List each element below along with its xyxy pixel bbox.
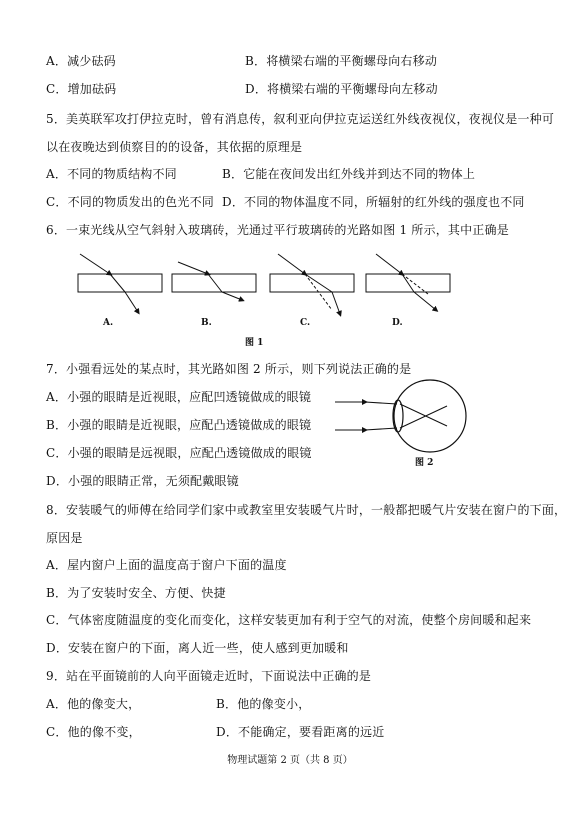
q6-stem: 6．一束光线从空气斜射入玻璃砖，光通过平行玻璃砖的光路如图 1 所示，其中正确是	[46, 223, 509, 237]
q8-option-b: B．为了安装时安全、方便、快捷	[46, 586, 226, 600]
q8-option-c: C．气体密度随温度的变化而变化，这样安装更加有利于空气的对流，使整个房间暖和起来	[46, 613, 532, 627]
q4-option-c: C．增加砝码	[46, 82, 117, 96]
q9-option-d: D．不能确定，要看距离的远近	[216, 725, 385, 739]
q5-option-a: A．不同的物质结构不同	[46, 167, 177, 181]
q7-stem: 7．小强看远处的某点时，其光路如图 2 所示，则下列说法正确的是	[46, 362, 412, 376]
figure-2-eye-diagram	[335, 378, 485, 458]
q5-option-c: C．不同的物质发出的色光不同	[46, 195, 214, 209]
q5-stem-line2: 以在夜晚达到侦察目的的设备，其依据的原理是	[46, 140, 303, 154]
figure-1-option-b-diagram	[172, 262, 256, 300]
figure-1-option-a-diagram	[78, 254, 162, 312]
q7-option-c: C．小强的眼睛是远视眼，应配凸透镜做成的眼镜	[46, 446, 312, 460]
q4-option-b: B．将横梁右端的平衡螺母向右移动	[245, 54, 438, 68]
q8-option-d: D．安装在窗户的下面，离人近一些，使人感到更加暖和	[46, 641, 349, 655]
q9-stem: 9．站在平面镜前的人向平面镜走近时，下面说法中正确的是	[46, 669, 372, 683]
figure-1-glass-block-diagrams	[70, 248, 430, 338]
q8-stem-line2: 原因是	[46, 531, 83, 545]
figure-1-label-b: B.	[201, 318, 212, 328]
q8-stem-line1: 8．安装暖气的师傅在给同学们家中或教室里安装暖气片时，一般都把暖气片安装在窗户的下面，	[46, 503, 567, 517]
q5-stem-line1: 5．美英联军攻打伊拉克时，曾有消息传，叙利亚向伊拉克运送红外线夜视仪，夜视仪是一种可	[46, 112, 555, 126]
q5-option-d: D．不同的物体温度不同，所辐射的红外线的强度也不同	[222, 195, 525, 209]
q7-option-a: A．小强的眼睛是近视眼，应配凹透镜做成的眼镜	[46, 390, 312, 404]
q4-option-d: D．将横梁右端的平衡螺母向左移动	[245, 82, 438, 96]
q8-option-a: A．屋内窗户上面的温度高于窗户下面的温度	[46, 558, 287, 572]
figure-1-caption: 图 1	[245, 338, 264, 348]
page-footer: 物理试题第 2 页（共 8 页）	[227, 755, 353, 766]
figure-1-label-c: C.	[300, 318, 311, 328]
q5-option-b: B．它能在夜间发出红外线并到达不同的物体上	[222, 167, 476, 181]
figure-1-label-d: D.	[392, 318, 403, 328]
q9-option-b: B．他的像变小，	[216, 697, 311, 711]
q9-option-a: A．他的像变大，	[46, 697, 141, 711]
figure-1-option-c-diagram	[270, 254, 354, 314]
q7-option-b: B．小强的眼睛是近视眼，应配凸透镜做成的眼镜	[46, 418, 312, 432]
q4-option-a: A．减少砝码	[46, 54, 116, 68]
figure-1-label-a: A.	[103, 318, 114, 328]
q7-option-d: D．小强的眼睛正常，无须配戴眼镜	[46, 474, 239, 488]
figure-2-caption: 图 2	[415, 458, 434, 468]
q9-option-c: C．他的像不变，	[46, 725, 141, 739]
figure-1-option-d-diagram	[366, 254, 450, 310]
